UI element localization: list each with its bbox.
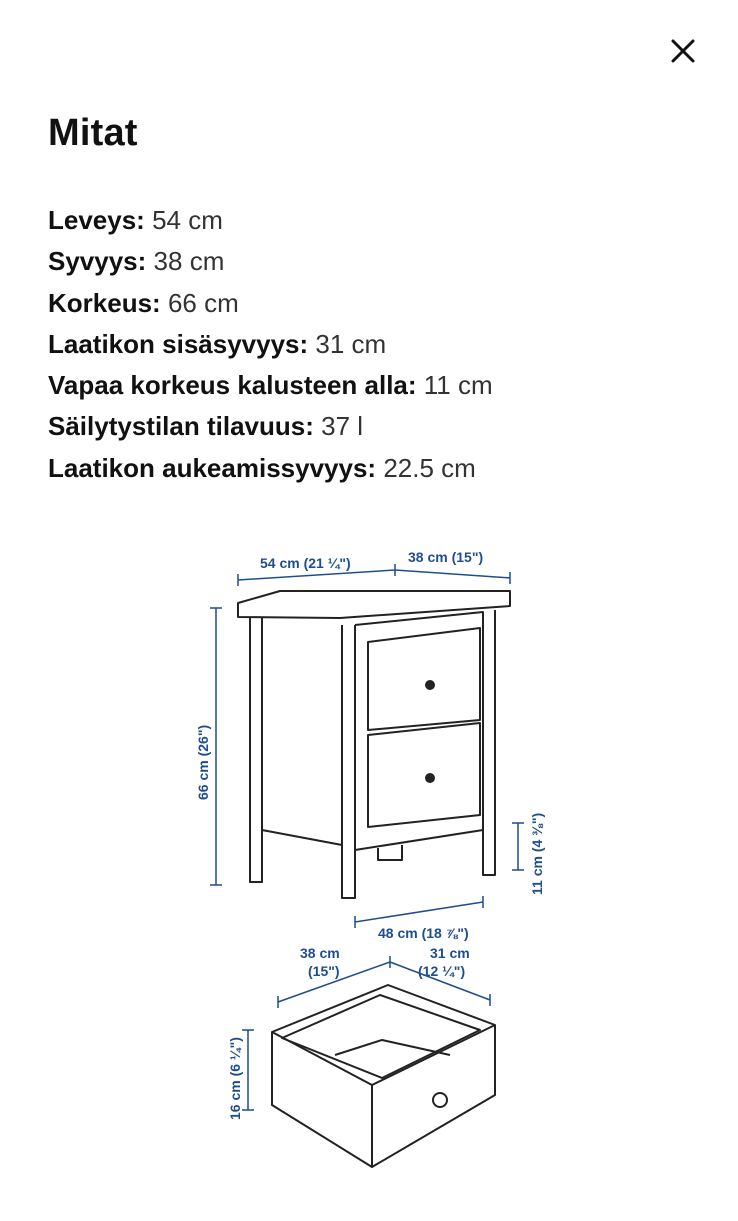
drawer-drawing: [272, 985, 495, 1167]
nightstand-drawing: [150, 530, 690, 1190]
drawer-depth-label-inches: (15"): [308, 963, 340, 979]
nightstand-body: [238, 591, 510, 898]
spec-list: [48, 200, 493, 489]
drawer-inner-label: 31 cm: [430, 945, 470, 961]
drawer-height-label: 16 cm (6 ¼"): [227, 1037, 243, 1120]
spec-item: [48, 200, 493, 241]
drawer-depth-label: 38 cm: [300, 945, 340, 961]
leg-clearance-label: 11 cm (4 ⅜"): [529, 812, 545, 895]
spec-label: Laatikon aukeamissyvyys:: [48, 452, 377, 483]
spec-value: 11 cm: [423, 370, 493, 401]
spec-value: 22.5 cm: [383, 452, 476, 483]
spec-label: Syvyys:: [48, 246, 147, 277]
inner-width-label: 48 cm (18 ⅞"): [378, 925, 469, 941]
height-dimension-label: 66 cm (26"): [195, 724, 211, 800]
spec-value: 66 cm: [167, 287, 239, 318]
spec-item: [48, 241, 493, 282]
spec-label: Korkeus:: [48, 287, 161, 318]
spec-label: Vapaa korkeus kalusteen alla:: [48, 370, 417, 401]
spec-value: 54 cm: [152, 205, 223, 235]
close-icon: [669, 37, 697, 65]
drawer-knob-icon: [425, 680, 435, 783]
drawer-inner-label-inches: (12 ¼"): [418, 963, 466, 979]
spec-item: [48, 406, 493, 447]
spec-value: 38 cm: [153, 246, 225, 277]
dimension-illustration: [150, 530, 690, 1190]
spec-item: [48, 324, 493, 365]
spec-value: 31 cm: [315, 328, 387, 359]
spec-item: [48, 283, 493, 324]
spec-item: [48, 448, 493, 489]
drawer-knob-icon: [433, 1093, 447, 1107]
depth-dimension-label: 38 cm (15"): [408, 549, 484, 565]
spec-label: Säilytystilan tilavuus:: [48, 411, 314, 442]
close-button[interactable]: [660, 28, 706, 74]
spec-label: Leveys:: [48, 205, 145, 235]
spec-item: [48, 365, 493, 406]
spec-label: Laatikon sisäsyvyys:: [48, 328, 309, 359]
width-dimension-label: 54 cm (21 ¼"): [260, 555, 351, 571]
spec-value: 37 l: [321, 411, 364, 442]
page-title: Mitat: [48, 112, 138, 154]
